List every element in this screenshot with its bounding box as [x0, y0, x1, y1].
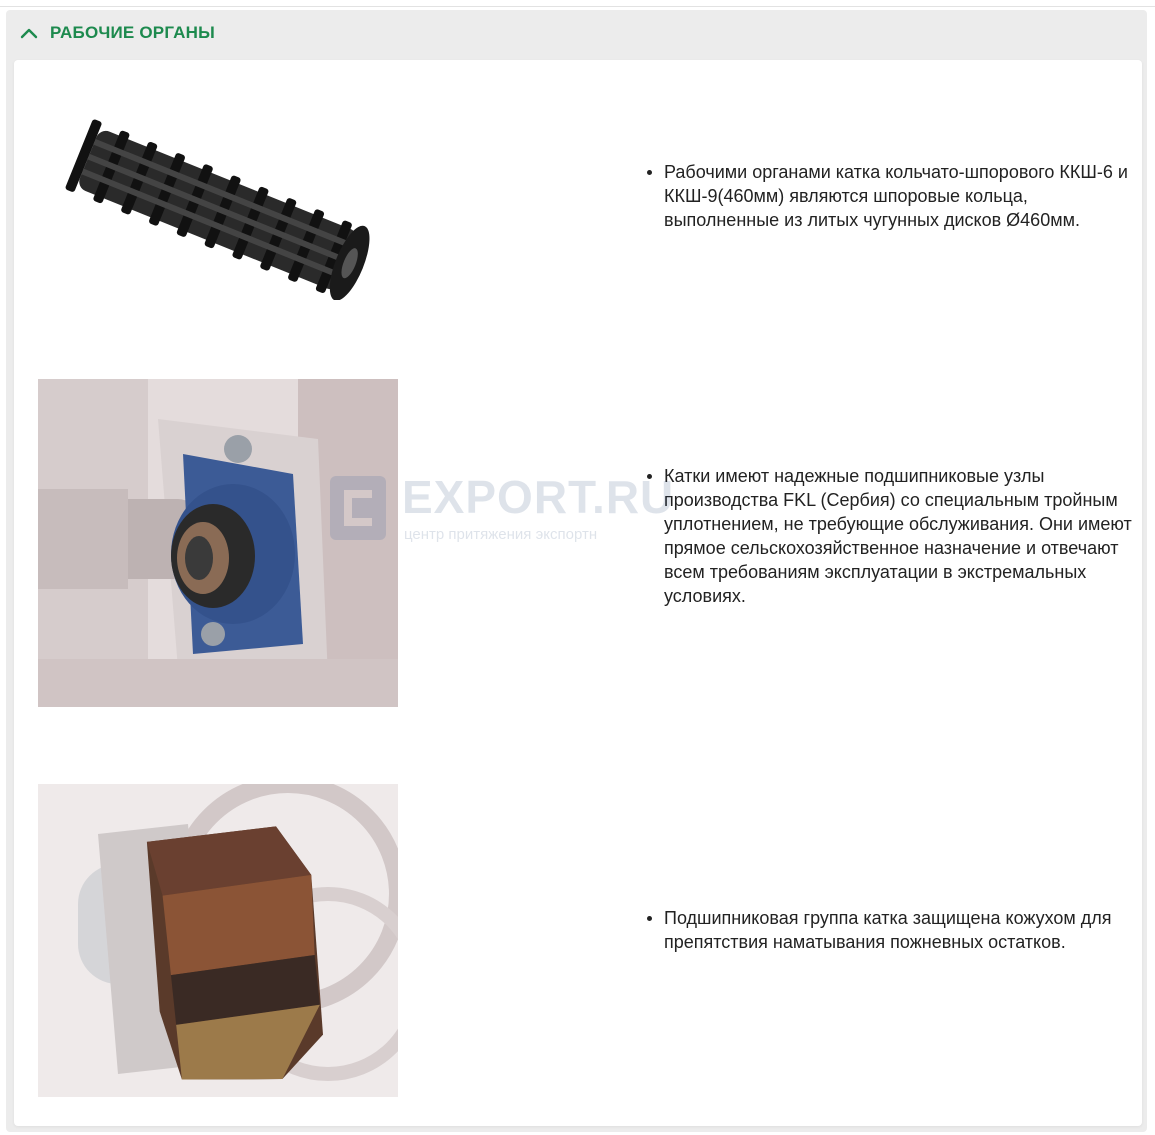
- bearing-unit-image: [38, 379, 398, 707]
- content-card: [14, 60, 1142, 1126]
- feature-list: [646, 464, 1134, 608]
- accordion-title: РАБОЧИЕ ОРГАНЫ: [50, 23, 215, 42]
- feature-text: Катки имеют надежные подшипниковые узлы производства FKL (Сербия) со специальным тройным уплотнением, не требующие обслуживания. Они имеют прямое сельскохозяйственное назначение и отвечают всем требованиям эксплуатации в экстремальных условиях.: [664, 464, 1134, 608]
- feature-list: [646, 160, 1134, 232]
- accordion-header[interactable]: [6, 10, 1147, 56]
- feature-text: Подшипниковая группа катка защищена кожухом для препятствия наматывания пожневных остатков.: [664, 906, 1134, 954]
- feature-text: Рабочими органами катка кольчато-шпорового ККШ-6 и ККШ-9(460мм) являются шпоровые кольца, выполненные из литых чугунных дисков Ø460мм.: [664, 160, 1134, 232]
- feature-list: [646, 906, 1134, 954]
- chevron-up-icon[interactable]: [18, 22, 40, 44]
- feature-row: [14, 350, 1142, 750]
- top-divider: [0, 0, 1155, 7]
- spur-roller-image: [38, 100, 398, 300]
- bearing-cover-image: [38, 784, 398, 1097]
- feature-row: [14, 60, 1142, 350]
- feature-row: [14, 750, 1142, 1126]
- accordion-panel: [6, 10, 1147, 1132]
